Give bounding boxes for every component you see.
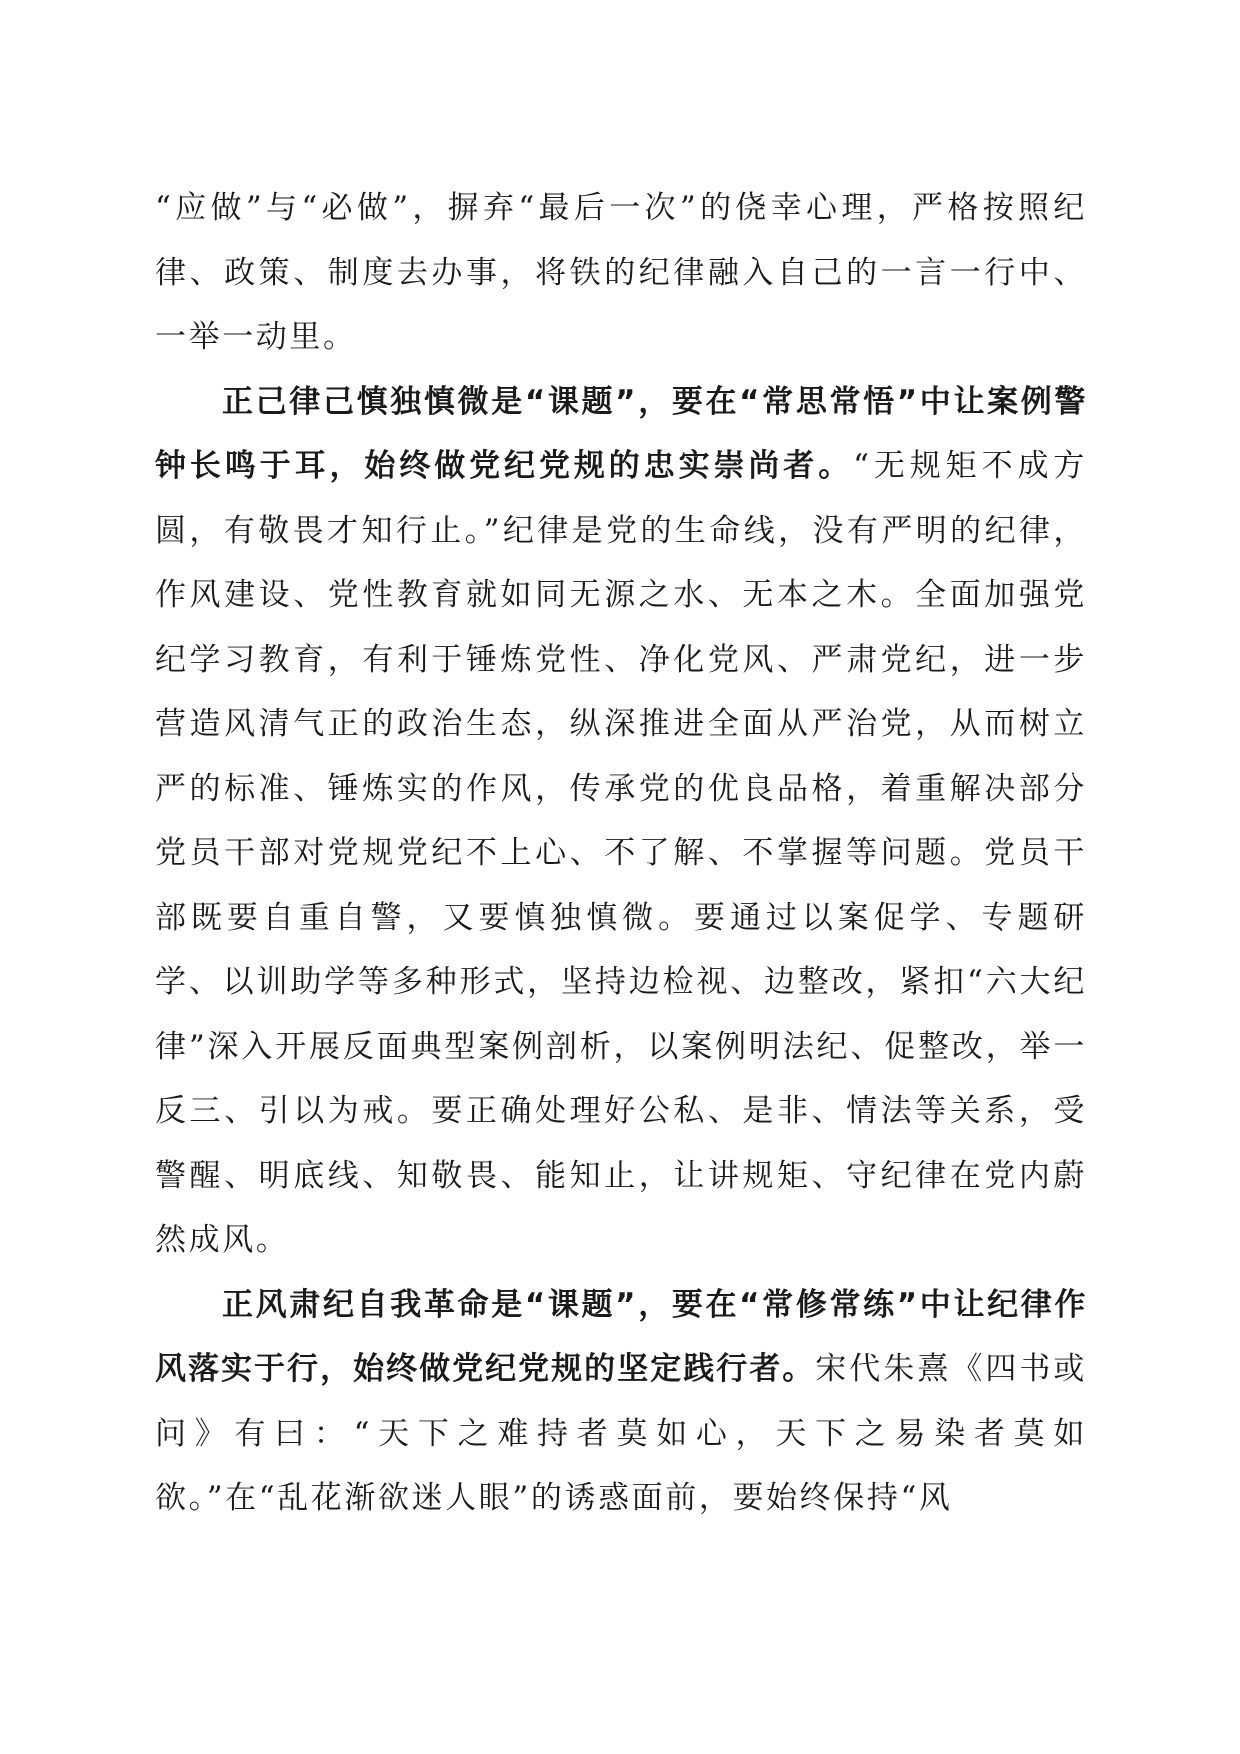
- paragraph-lead-sentence: 正风肃纪自我革命是“课题”，要在“常修常练”中让纪律作风落实于行，始终做党纪党规的坚定践行者。: [155, 1286, 1087, 1387]
- paragraph-lead-sentence: 正己律己慎独慎微是“课题”，要在“常思常悟”中让案例警钟长鸣于耳，始终做党纪党规的忠实崇尚者。: [155, 383, 1087, 484]
- document-page: [155, 176, 1087, 1531]
- paragraph-body: 宋代朱熹《四书或问》有曰：“天下之难持者莫如心，天下之易染者莫如欲。”在“乱花渐欲迷人眼”的诱惑面前，要始终保持“风: [155, 1351, 1087, 1516]
- paragraph-self-revolution: [155, 1273, 1087, 1531]
- paragraph-continuation: [155, 176, 1087, 370]
- paragraph-self-discipline: [155, 370, 1087, 1273]
- paragraph-body: “应做”与“必做”，摒弃“最后一次”的侥幸心理，严格按照纪律、政策、制度去办事，将铁的纪律融入自己的一言一行中、一举一动里。: [155, 190, 1087, 355]
- paragraph-body: “无规矩不成方圆，有敬畏才知行止。”纪律是党的生命线，没有严明的纪律，作风建设、党性教育就如同无源之水、无本之木。全面加强党纪学习教育，有利于锤炼党性、净化党风、严肃党纪，进一步营造风清气正的政治生态，纵深推进全面从严治党，从而树立严的标准、锤炼实的作风，传承党的优良品格，着重解决部分党员干部对党规党纪不上心、不了解、不掌握等问题。党员干部既要自重自警，又要慎独慎微。要通过以案促学、专题研学、以训助学等多种形式，坚持边检视、边整改，紧扣“六大纪律”深入开展反面典型案例剖析，以案例明法纪、促整改，举一反三、引以为戒。要正确处理好公私、是非、情法等关系，受警醒、明底线、知敬畏、能知止，让讲规矩、守纪律在党内蔚然成风。: [155, 448, 1087, 1258]
